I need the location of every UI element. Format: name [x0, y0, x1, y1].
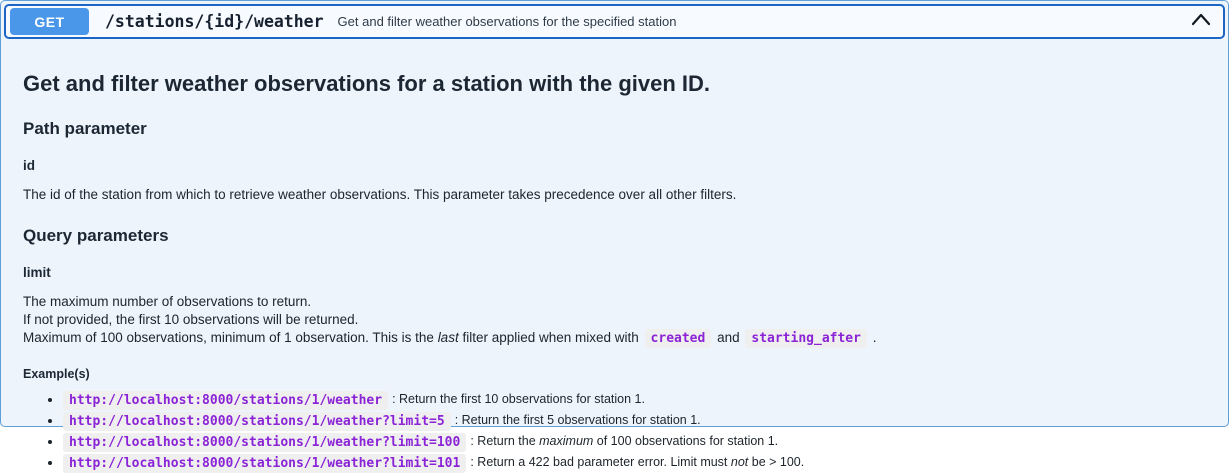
example-list-item — [23, 455, 1204, 471]
example-description: : Return the maximum of 100 observations for station 1. — [470, 434, 779, 448]
endpoint-summary: Get and filter weather observations for the specified station — [337, 14, 677, 29]
collapse-button[interactable] — [1189, 10, 1213, 34]
example-list-item — [23, 434, 1204, 450]
page-title: Get and filter weather observations for a station with the given ID. — [23, 71, 711, 96]
example-description: : Return the first 5 observations for station 1. — [454, 413, 701, 427]
param-limit-description: The maximum number of observations to return. If not provided, the first 10 observations will be returned. Maximum of 100 observations, minimum of 1 observation. This is the last filter applied when mixed with created and starting_after . — [23, 294, 877, 346]
examples-list — [23, 392, 1204, 471]
query-parameters-heading: Query parameters — [23, 226, 169, 245]
param-id-description: The id of the station from which to retrieve weather observations. This parameter takes precedence over all other filters. — [23, 187, 737, 202]
operation-header[interactable] — [4, 4, 1225, 39]
example-description: : Return the first 10 observations for station 1. — [392, 392, 645, 406]
endpoint-path: /stations/{id}/weather — [105, 12, 324, 31]
inline-code: starting_after — [745, 329, 867, 348]
example-url-code: http://localhost:8000/stations/1/weather — [63, 391, 388, 410]
example-url-code: http://localhost:8000/stations/1/weather?limit=101 — [63, 454, 466, 473]
param-name-limit: limit — [23, 265, 51, 280]
example-list-item — [23, 392, 1204, 408]
example-list-item — [23, 413, 1204, 429]
param-name-id: id — [23, 158, 35, 173]
example-url-code: http://localhost:8000/stations/1/weather?limit=5 — [63, 412, 451, 431]
example-description: : Return a 422 bad parameter error. Limit must not be > 100. — [470, 455, 805, 469]
example-url-code: http://localhost:8000/stations/1/weather?limit=100 — [63, 433, 466, 452]
inline-code: created — [645, 329, 712, 348]
operation-body — [1, 70, 1228, 471]
http-method-badge: GET — [10, 8, 89, 35]
path-parameter-heading: Path parameter — [23, 119, 147, 138]
chevron-up-icon — [1191, 12, 1211, 31]
examples-label: Example(s) — [23, 367, 90, 381]
